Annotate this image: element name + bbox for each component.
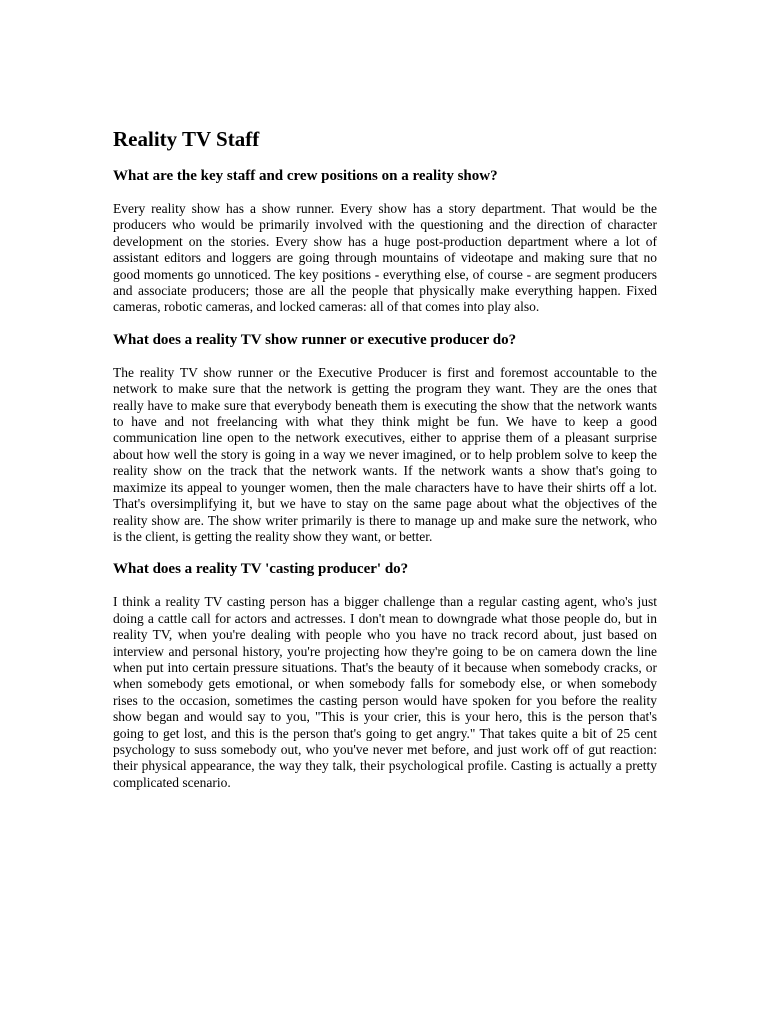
document-title: Reality TV Staff (113, 127, 260, 151)
section-3-answer: I think a reality TV casting person has a bigger challenge than a regular casting agent, who's just doing a cattle call for actors and actresses. I don't mean to downgrade what those people do, but in reality TV, when you're dealing with people who you have no track record about, just based on interview and personal history, you're projecting how they're going to be on camera down the line when put into certain pressure situations. That's the beauty of it because when somebody cracks, or when somebody gets emotional, or when somebody falls for somebody else, or when somebody rises to the occasion, sometimes the casting person would have spoken for you before the reality show began and would say to you, "This is your crier, this is your hero, this is the person that's going to get lost, and this is the person that's going to get angry." That takes quite a bit of 25 cent psychology to suss somebody out, who you've never met before, and just work off of gut reaction: their physical appearance, the way they talk, their psychological profile. Casting is actually a pretty complicated scenario. (113, 594, 657, 790)
section-2-question: What does a reality TV show runner or executive producer do? (113, 331, 517, 348)
section-1-answer: Every reality show has a show runner. Every show has a story department. That would be the producers who would be primarily involved with the questioning and the direction of character development on the stories. Every show has a huge post-production department where a lot of assistant editors and loggers are going through mountains of videotape and making sure that no good moments go unnoticed. The key positions - everything else, of course - are segment producers and associate producers; those are all the people that physically make everything happen. Fixed cameras, robotic cameras, and locked cameras: all of that comes into play also. (113, 201, 657, 315)
section-1-question: What are the key staff and crew positions on a reality show? (113, 168, 498, 184)
document-page (113, 126, 657, 805)
section-3-question: What does a reality TV 'casting producer' do? (113, 561, 409, 578)
section-2-answer: The reality TV show runner or the Executive Producer is first and foremost accountable to the network to make sure that the network is getting the program they want. They are the ones that really have to make sure that everybody beneath them is executing the show that the network wants to have and not freelancing with what they think might be fun. We have to keep a good communication line open to the network executives, either to apprise them of a pleasant surprise about how well the story is going in a way we never imagined, or to help problem solve to keep the reality show on the track that the network wants. If the network wants a show that's going to maximize its appeal to younger women, then the male characters have to have their shirts off a lot. That's oversimplifying it, but we have to stay on the same page about what the objectives of the reality show are. The show writer primarily is there to manage up and make sure the network, who is the client, is getting the reality show they want, or better. (113, 364, 657, 544)
